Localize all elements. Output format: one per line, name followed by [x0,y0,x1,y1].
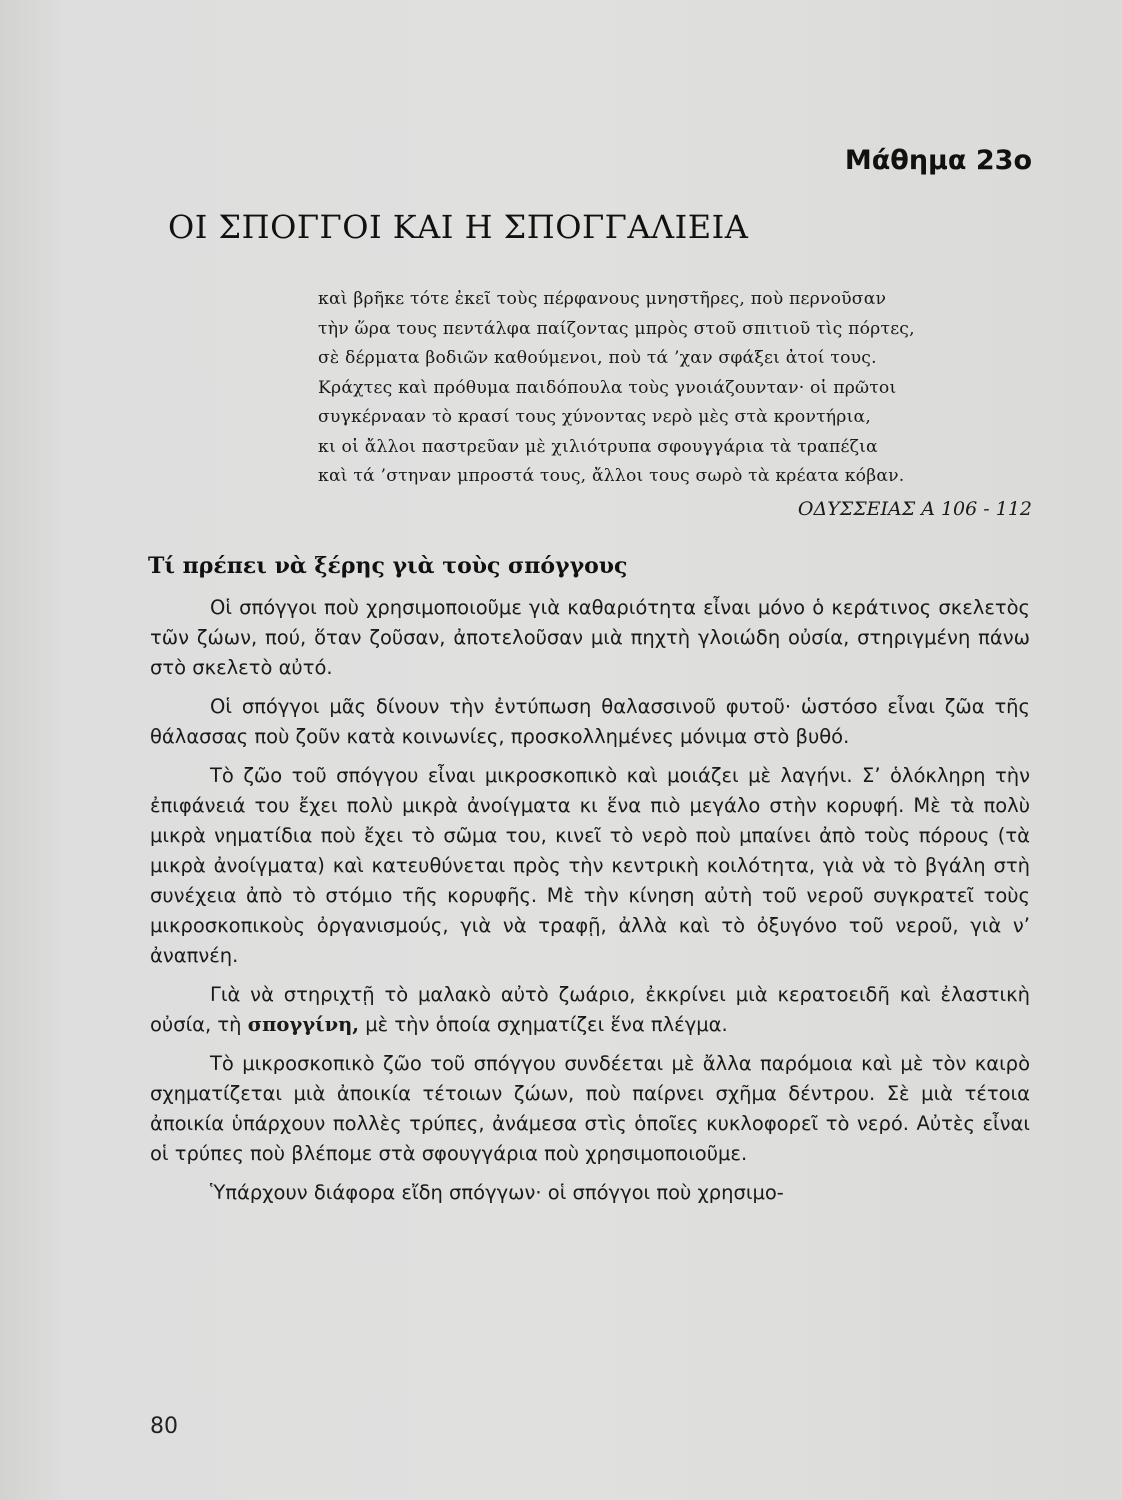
poem-line: τὴν ὥρα τους πεντάλφα παίζοντας μπρὸς στοῦ σπιτιοῦ τὶς πόρτες, [318,318,915,339]
lesson-label: Μάθημα 23ο [844,145,1032,176]
paragraph [150,980,1030,1040]
paragraph: Οἱ σπόγγοι μᾶς δίνουν τὴν ἐντύπωση θαλασσινοῦ φυτοῦ· ὡστόσο εἶναι ζῶα τῆς θάλασσας ποὺ ζοῦν κατὰ κοινωνίες, προσκολλημένες μόνιμα στὸ βυθό. [150,695,1030,748]
paragraph: Τὸ ζῶο τοῦ σπόγγου εἶναι μικροσκοπικὸ καὶ μοιάζει μὲ λαγήνι. Σ’ ὁλόκληρη τὴν ἐπιφάνειά του ἔχει πολὺ μικρὰ ἀνοίγματα κι ἕνα πιὸ μεγάλο στὴν κορυφή. Μὲ τὰ πολὺ μικρὰ νηματίδια ποὺ ἔχει τὸ σῶμα του, κινεῖ τὸ νερὸ ποὺ μπαίνει ἀπὸ τοὺς πόρους (τὰ μικρὰ ἀνοίγματα) καὶ κατευθύνεται πρὸς τὴν κεντρικὴ κοιλότητα, γιὰ νὰ τὸ βγάλη στὴ συνέχεια ἀπὸ τὸ στόμιο τῆς κορυφῆς. Μὲ τὴν κίνηση αὐτὴ τοῦ νεροῦ συγκρατεῖ τοὺς μικροσκοπικοὺς ὀργανισμούς, γιὰ νὰ τραφῇ, ἀλλὰ καὶ τὸ ὀξυγόνο τοῦ νεροῦ, γιὰ ν’ ἀναπνέη. [150,764,1030,967]
page-title: ΟΙ ΣΠΟΓΓΟΙ ΚΑΙ Η ΣΠΟΓΓΑΛΙΕΙΑ [168,208,749,246]
bold-term: σπογγίνη, [247,1013,360,1036]
poem-line: καὶ τά ’στηναν μπροστά τους, ἄλλοι τους σωρὸ τὰ κρέατα κόβαν. [318,466,905,486]
poem-line: συγκέρνααν τὸ κρασί τους χύνοντας νερὸ μὲς στὰ κροντήρια, [318,407,872,427]
body-text [150,593,1030,1217]
poem-excerpt [318,285,1038,492]
paragraph: Οἱ σπόγγοι ποὺ χρησιμοποιοῦμε γιὰ καθαριότητα εἶναι μόνο ὁ κεράτινος σκελετὸς τῶν ζώων, πού, ὅταν ζοῦσαν, ἀποτελοῦσαν μιὰ πηχτὴ γλοιώδη οὐσία, στηριγμένη πάνω στὸ σκελετὸ αὐτό. [150,596,1030,679]
poem-line: καὶ βρῆκε τότε ἐκεῖ τοὺς πέρφανους μνηστῆρες, ποὺ περνοῦσαν [318,289,887,309]
poem-line: κι οἱ ἄλλοι παστρεῦαν μὲ χιλιότρυπα σφουγγάρια τὰ τραπέζια [318,436,878,457]
poem-citation: ΟΔΥΣΣΕΙΑΣ Α 106 - 112 [797,498,1032,520]
page-number: 80 [150,1414,178,1439]
paragraph: Ὑπάρχουν διάφορα εἴδη σπόγγων· οἱ σπόγγοι ποὺ χρησιμο- [210,1181,784,1204]
section-subtitle: Τί πρέπει νὰ ξέρης γιὰ τοὺς σπόγγους [148,553,628,579]
paragraph: Τὸ μικροσκοπικὸ ζῶο τοῦ σπόγγου συνδέεται μὲ ἄλλα παρόμοια καὶ μὲ τὸν καιρὸ σχηματίζεται μιὰ ἀποικία τέτοιων ζώων, ποὺ παίρνει σχῆμα δέντρου. Σὲ μιὰ τέτοια ἀποικία ὑπάρχουν πολλὲς τρύπες, ἀνάμεσα στὶς ὁποῖες κυκλοφορεῖ τὸ νερό. Αὐτὲς εἶναι οἱ τρύπες ποὺ βλέπομε στὰ σφουγγάρια ποὺ χρησιμοποιοῦμε. [150,1052,1030,1165]
poem-line: σὲ δέρματα βοδιῶν καθούμενοι, ποὺ τά ’χαν σφάξει ἀτοί τους. [318,348,877,368]
poem-line: Κράχτες καὶ πρόθυμα παιδόπουλα τοὺς γνοιάζουνταν· οἱ πρῶτοι [318,377,897,398]
paragraph-text: μὲ τὴν ὁποία σχηματίζει ἕνα πλέγμα. [359,1013,728,1036]
paragraph-text: Γιὰ νὰ στηριχτῇ τὸ μαλακὸ αὐτὸ ζωάριο, ἐκκρίνει μιὰ κερατοειδῆ καὶ ἐλαστικὴ οὐσία, τὴ [150,983,1030,1036]
